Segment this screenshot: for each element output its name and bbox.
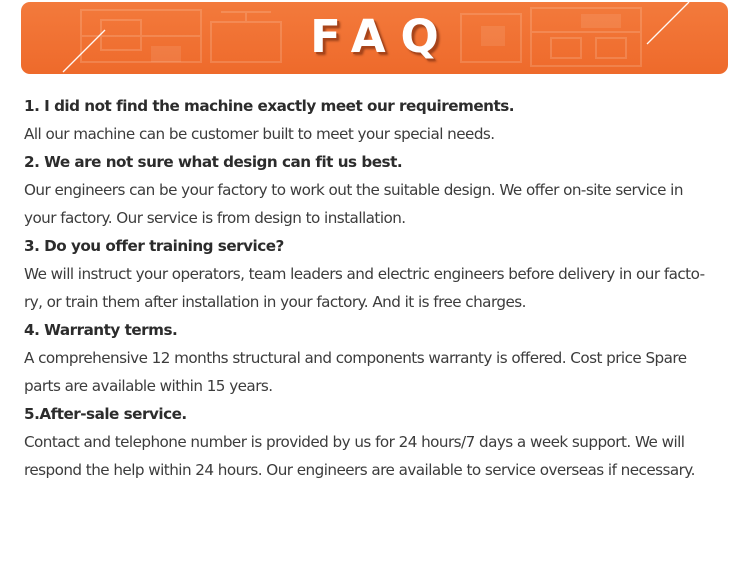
faq-answer-2-line-1: Our engineers can be your factory to work out the suitable design. We offer on-site service in [24, 181, 683, 199]
faq-question-2: 2. We are not sure what design can fit us best. [24, 153, 403, 171]
faq-answer-2-line-2: your factory. Our service is from design to installation. [24, 209, 406, 227]
faq-answer-5-line-1: Contact and telephone number is provided by us for 24 hours/7 days a week support. We will [24, 433, 685, 451]
faq-title: FAQ [310, 10, 454, 63]
faq-answer-5-line-2: respond the help within 24 hours. Our engineers are available to service overseas if necessary. [24, 461, 695, 479]
faq-answer-4-line-2: parts are available within 15 years. [24, 377, 273, 395]
faq-question-1: 1. I did not find the machine exactly meet our requirements. [24, 97, 515, 115]
faq-question-3: 3. Do you offer training service? [24, 237, 284, 255]
faq-question-5: 5.After-sale service. [24, 405, 187, 423]
faq-answer-3-line-2: ry, or train them after installation in your factory. And it is free charges. [24, 293, 526, 311]
faq-answer-3-line-1: We will instruct your operators, team leaders and electric engineers before delivery in our facto- [24, 265, 705, 283]
faq-answer-1-line-1: All our machine can be customer built to meet your special needs. [24, 125, 495, 143]
faq-list [24, 92, 734, 484]
faq-banner [21, 2, 728, 74]
faq-question-4: 4. Warranty terms. [24, 321, 178, 339]
faq-answer-4-line-1: A comprehensive 12 months structural and components warranty is offered. Cost price Spare [24, 349, 687, 367]
